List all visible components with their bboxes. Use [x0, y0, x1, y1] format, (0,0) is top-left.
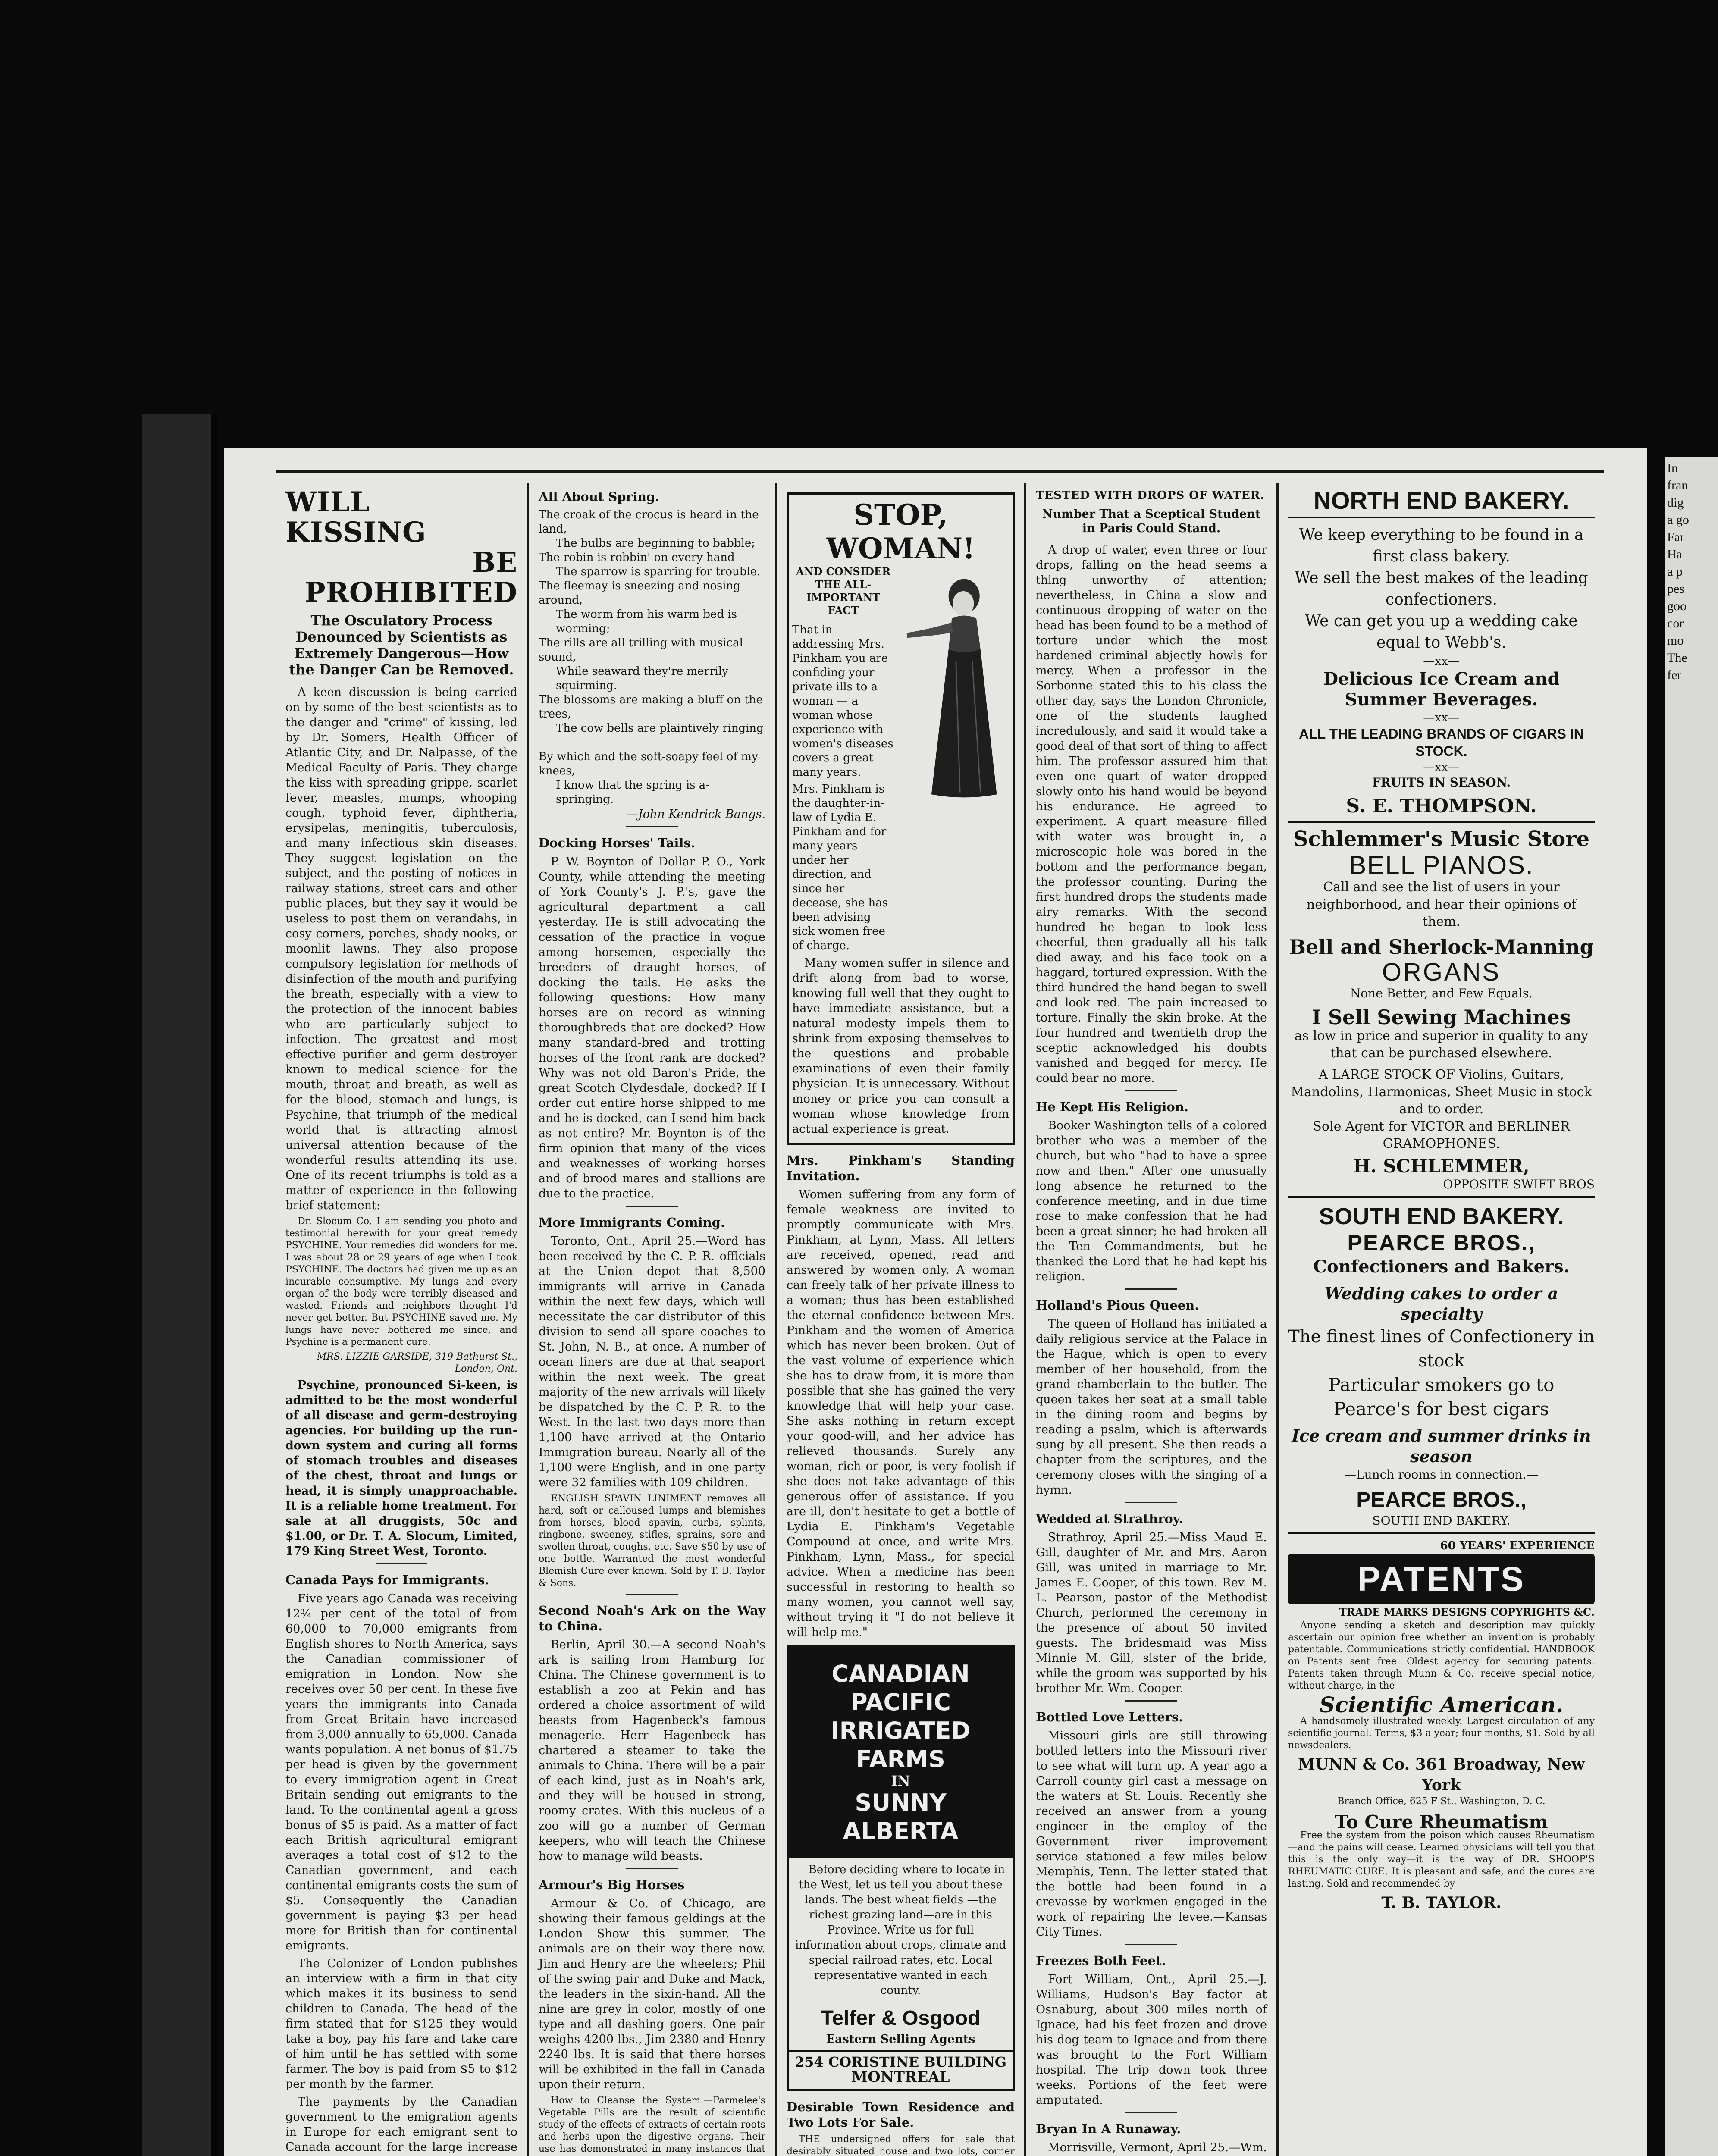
poem-line: The blossoms are making a bluff on the trees, — [539, 693, 763, 721]
top-rule — [276, 470, 1604, 473]
pinkham-p1: That in addressing Mrs. Pinkham you are confiding your private ills to a woman — a woman whose experience with women's diseases covers a great many years. — [792, 624, 893, 779]
divider-xx: —xx— — [1423, 761, 1460, 774]
article-invitation: Women suffering from any form of female weakness are invited to promptly communicate with Mrs. Pinkham, at Lynn, Mass. All letters are received, opened, read and answered by women only. A woman can freely talk of her private illness to a woman; thus has been established the eternal confidence between Mrs. Pinkham and the women of America which has never been broken. Out of the vast volume of experience which she has to draw from, it is more than possible that she has gained the very knowledge that will help your case. She asks nothing in return except your good-will, and her advice has relieved thousands. Surely any woman, rich or poor, is very foolish if she does not take advantage of this generous offer of assistance. If you are ill, don't hesitate to get a bottle of Lydia E. Pinkham's Vegetable Compound at once, and write Mrs. Pinkham, Lynn, Mass., for special advice. When a medicine has been successful in restoring to health so many women, you cannot well say, without trying it "I do not believe it will help me." — [787, 1188, 1015, 1639]
edge-fragment: fran — [1667, 478, 1688, 492]
article-kissing-p2: Psychine, pronounced Si-keen, is admitted to be the most wonderful of all disease and germ-destroying agencies. For building up the run-down system and curing all forms of stomach troubles and diseases of the chest, throat and lungs or head, it is simply unapproachable. It is a reliable home treatment. For sale at all druggists, 50c and $1.00, or Dr. T. A. Slocum, Limited, 179 King Street West, Toronto. — [285, 1379, 517, 1558]
edge-fragment: The — [1667, 651, 1687, 665]
north-end-cigars: ALL THE LEADING BRANDS OF CIGARS IN STOCK. — [1299, 726, 1584, 759]
separator — [1125, 1090, 1177, 1091]
south-end-wedding: Wedding cakes to order a specialty — [1324, 1284, 1558, 1324]
divider-xx: —xx— — [1423, 711, 1460, 724]
ad-cleanse: How to Cleanse the System.—Parmelee's Vegetable Pills are the result of scientific study of the effects of extracts of certain roots and herbs upon the digestive organs. Their use has demonstrated in many instances that — [539, 2095, 765, 2154]
south-end-smokers: Particular smokers go to Pearce's for best cigars — [1328, 1374, 1555, 1420]
headline-bottled: Bottled Love Letters. — [1036, 1710, 1183, 1724]
music-sewing-p: as low in price and superior in quality to any that can be purchased elsewhere. — [1294, 1028, 1589, 1061]
patents-title: PATENTS — [1288, 1554, 1595, 1604]
north-end-title: NORTH END BAKERY. — [1288, 487, 1595, 518]
article-immigrants: Toronto, Ont., April 25.—Word has been received by the C. P. R. officials at the Union depot that 8,500 immigrants will arrive in Canada within the next few days, which will necessitate the car distributor of this division to send all spare coaches to St. John, N. B., at once. A number of ocean liners are due at that seaport within the next week. The great majority of the new arrivals will likely be dispatched by the C. P. R. to the West. In the last two days more than 1,100 have arrived at the Ontario Immigration bureau. Nearly all of the 1,100 were English, and in one party were 32 families with 109 children. — [539, 1235, 765, 1489]
pinkham-ad — [787, 492, 1015, 1145]
headline-docking: Docking Horses' Tails. — [539, 836, 695, 850]
cpr-firm: Telfer & Osgood — [821, 2007, 981, 2030]
north-end-l2: We sell the best makes of the leading confectioners. — [1295, 569, 1588, 608]
article-noah: Berlin, April 30.—A second Noah's ark is sailing from Hamburg for China. The Chinese government is to establish a zoo at Pekin and has ordered a choice assortment of wild beasts from Hagenbeck's famous menagerie. Herr Hagenbeck has chartered a steamer to take the animals to China. There will be a pair of each kind, just as in Noah's ark, and they will be housed in strong, roomy crates. With this nucleus of a zoo will go a number of German keepers, who will teach the Chinese how to manage wild beasts. — [539, 1638, 765, 1863]
poem-line: The rills are all trilling with musical sound, — [539, 636, 743, 664]
patents-sci-body: A handsomely illustrated weekly. Largest circulation of any scientific journal. Terms, $3 a year; four months, $1. Sold by all newsdealers. — [1288, 1716, 1595, 1751]
deck-drops: Number That a Sceptical Student in Paris Could Stand. — [1042, 508, 1261, 535]
separator — [1125, 1944, 1177, 1945]
column-5-ads — [1276, 483, 1604, 2156]
article-wedded: Strathroy, April 25.—Miss Maud E. Gill, daughter of Mr. and Mrs. Aaron Gill, was united in marriage to Mr. James E. Cooper, of this town. Rev. M. L. Pearson, pastor of the Methodist Church, performed the ceremony in the presence of about 50 invited guests. The bridesmaid was Miss Minnie M. Gill, sister of the bride, while the groom was supported by his brother Mr. Wm. Cooper. — [1036, 1531, 1267, 1695]
poem-line: The bulbs are beginning to babble; — [556, 537, 755, 550]
patents-munn: MUNN & Co. 361 Broadway, New York — [1298, 1755, 1585, 1794]
cpr-address: 254 CORISTINE BUILDING — [789, 2050, 1013, 2070]
music-opposite: OPPOSITE SWIFT BROS — [1288, 1177, 1595, 1198]
article-docking: P. W. Boynton of Dollar P. O., York County, while attending the meeting of York County's J. P.'s, gave the agricultural department a call yesterday. He is still advocating the cessation of the practice in vogue among horsemen, especially the breeders of draught horses, of docking the tails. He asks the following questions: How many horses are on record as winning thoroughbreds that are docked? How many standard-bred and trotting horses of the front rank are docked? Why was not old Baron's Pride, the great Scotch Clydesdale, docked? If I order cut entire horse shipped to me and he is docked, can I send him back as not entire? Mr. Boynton is of the firm opinion that many of the vices and weaknesses of working horses and of brood mares and stallions are due to the practice. — [539, 855, 765, 1200]
north-end-l1: We keep everything to be found in a first class bakery. — [1299, 526, 1584, 565]
headline-noah: Second Noah's Ark on the Way to China. — [539, 1603, 765, 1633]
poem-line: The cow bells are plaintively ringing— — [556, 722, 764, 749]
article-bryan: Morrisville, Vermont, April 25.—Wm. — [1048, 2141, 1267, 2154]
music-stock: A LARGE STOCK OF Violins, Guitars, Mandolins, Harmonicas, Sheet Music in stock and to order. — [1291, 1067, 1592, 1117]
separator — [1125, 1502, 1177, 1503]
edge-fragment: cor — [1667, 616, 1684, 630]
article-kissing-p1: A keen discussion is being carried on by some of the best scientists as to the danger and "crime" of kissing, led by Dr. Somers, Health Officer of Atlantic City, and Dr. Nalpasse, of the Medical Faculty of Paris. They charge the kiss with spreading grippe, scarlet fever, measles, mumps, whooping cough, typhoid fever, diphtheria, erysipelas, meningitis, tuberculosis, and many infectious skin diseases. They suggest legislation on the subject, and the posting of notices in railway stations, street cars and other public places, but they say it would be useless to post them on verandahs, in cosy corners, porches, shady nooks, or moonlit lawns. They also propose compulsory legislation for methods of disinfection of the mouth and purifying the breath, especially with a view to the protection of the innocent babies who are particularly subject to infection. The greatest and most effective purifier and germ destroyer known to medical science for the mouth, throat and breath, as well as for the blood, stomach and lungs, is Psychine, that triumph of the medical world that is attracting almost universal attention because of the wonderful results attending its use. One of its recent triumphs is told as a matter of experience in the following brief statement: — [285, 686, 517, 1212]
patents-branch: Branch Office, 625 F St., Washington, D. C. — [1337, 1796, 1546, 1807]
music-organs: ORGANS — [1382, 958, 1501, 986]
edge-fragment: Ha — [1667, 547, 1682, 561]
woman-illustration — [899, 565, 1009, 807]
north-end-owner: S. E. THOMPSON. — [1288, 796, 1595, 823]
pinkham-p3: Many women suffer in silence and drift along from bad to worse, knowing full well that they ought to have immediate assistance, but a natural modesty impels them to shrink from exposing themselves to the questions and probable examinations of even their family physician. It is unnecessary. Without money or price you can consult a woman whose knowledge from actual experience is great. — [792, 956, 1009, 1136]
article-drops: A drop of water, even three or four drops, falling on the head seems a thing unworthy of attention; nevertheless, in China a slow and continuous dropping of water on the head has been found to be a method of torture under which the most hardened criminal abjectly howls for mercy. When a professor in the Sorbonne stated this to his class the other day, says the London Chronicle, one of the students laughed incredulously, and said it would take a good deal of that sort of thing to affect him. The professor assured him that even one quart of water dropped slowly onto his hand would be beyond his endurance. He agreed to experiment. A quart measure filled with water was brought in, a microscopic hole was bored in the bottom and the performance began, the professor counting. During the first hundred drops the students made airy remarks. With the second hundred he began to look less cheerful, then gradually all his talk died away, and his face took on a haggard, tortured expression. With the third hundred the hand began to swell and look red. The pain increased to torture. Finally the skin broke. At the four hundred and twentieth drop the sceptic acknowledged his doubts vanished and begged for mercy. He could bear no more. — [1036, 543, 1267, 1085]
south-end-lunch: —Lunch rooms in connection.— — [1344, 1467, 1539, 1482]
poem-line: The sparrow is sparring for trouble. — [556, 565, 761, 578]
headline-invitation: Mrs. Pinkham's Standing Invitation. — [787, 1153, 1015, 1183]
patents-body: Anyone sending a sketch and description may quickly ascertain our opinion free whether an invention is probably patentable. Communications strictly confidential. HANDBOOK on Patents sent free. Oldest agency for securing patents. Patents taken through Munn & Co. receive special notice, without charge, in the — [1288, 1620, 1595, 1691]
article-freezes: Fort William, Ont., April 25.—J. Williams, Hudson's Bay factor at Osnaburg, about 300 miles north of Ignace, had his feet frozen and drove his dog team to Ignace and from there was brought to the Fort William hospital. The trip down took three weeks. Portions of the feet were amputated. — [1036, 1973, 1267, 2107]
edge-fragment: mo — [1667, 633, 1684, 648]
patents-scientific: Scientific American. — [1319, 1692, 1564, 1717]
separator — [626, 1206, 678, 1207]
cure-seller: T. B. TAYLOR. — [1381, 1894, 1502, 1912]
poem-line: The croak of the crocus is heard in the land, — [539, 508, 759, 536]
cure-body: Free the system from the poison which causes Rheumatism—and the pains will cease. Learned physicians will tell you that this is the only way—it is the way of DR. SHOOP'S RHEUMATIC CURE. It is pleasant and safe, and the cures are lasting. Sold and recommended by — [1288, 1830, 1595, 1889]
testimonial-signature: MRS. LIZZIE GARSIDE, 319 Bathurst St., London, Ont. — [317, 1351, 517, 1374]
south-end-foot: SOUTH END BAKERY. — [1288, 1513, 1595, 1534]
music-owner: H. SCHLEMMER, — [1353, 1156, 1530, 1177]
patents-years: 60 YEARS' EXPERIENCE — [1440, 1539, 1595, 1552]
north-end-fruits: FRUITS IN SEASON. — [1372, 775, 1511, 790]
music-bell-pianos: BELL PIANOS. — [1349, 851, 1534, 880]
cpr-body: Before deciding where to locate in the West, let us tell you about these lands. The best wheat fields —the richest grazing land—are in this Province. Write us for full information about crops, climate and special railroad rates, etc. Local representative wanted in each county. — [795, 1863, 1006, 1997]
south-end-owner: PEARCE BROS., — [1347, 1231, 1536, 1256]
edge-fragment: goo — [1667, 599, 1687, 613]
separator — [626, 826, 678, 827]
testimonial-letter: Dr. Slocum Co. I am sending you photo and testimonial herewith for your great remedy PSYCHINE. Your remedies did wonders for me. I was about 28 or 29 years of age when I took PSYCHINE. The doctors had given me up as an incurable consumptive. My lungs and every organ of the body were terribly diseased and wasted. Friends and neighbors thought I'd never get better. But PSYCHINE saved me. My lungs have never bothered me since, and Psychine is a permanent cure. — [285, 1216, 517, 1348]
headline-queen: Holland's Pious Queen. — [1036, 1298, 1199, 1313]
article-canada-p3: The payments by the Canadian government to the emigration agents in Europe for each emigrant sent to Canada account for the large increase — [285, 2095, 517, 2154]
cpr-line-3: IN — [891, 1773, 910, 1789]
divider-xx: —xx— — [1423, 655, 1460, 668]
article-religion: Booker Washington tells of a colored brother who was a member of the church, but who "had to have a spree now and then." After one unusually long absence he returned to the conference meeting, and in due time rose to make confession that he had been a great sinner; he had broken all the Ten Commandments, but he thanked the Lord that he had kept his religion. — [1036, 1119, 1267, 1283]
poem-line: The robin is robbin' on every hand — [539, 551, 735, 564]
north-end-ice: Delicious Ice Cream and Summer Beverages. — [1323, 669, 1560, 710]
deck-kissing: The Osculatory Process Denounced by Scientists as Extremely Dangerous—How the Danger Can be Removed. — [289, 612, 514, 678]
column-layout — [276, 483, 1604, 2156]
edge-fragment: a p — [1667, 564, 1683, 579]
headline-desirable: Desirable Town Residence and Two Lots For Sale. — [787, 2100, 1015, 2130]
headline-armour: Armour's Big Horses — [539, 1877, 685, 1892]
adjacent-page-edge-left — [142, 414, 218, 2156]
edge-fragment: pes — [1667, 582, 1684, 596]
headline-kissing-1: WILL KISSING — [285, 486, 426, 548]
music-agent: Sole Agent for VICTOR and BERLINER GRAMOPHONES. — [1313, 1119, 1570, 1151]
south-end-title: SOUTH END BAKERY. — [1319, 1203, 1564, 1229]
headline-religion: He Kept His Religion. — [1036, 1100, 1188, 1114]
music-store-title: Schlemmer's Music Store — [1293, 827, 1590, 851]
separator — [1125, 1288, 1177, 1290]
north-end-l3: We can get you up a wedding cake equal to Webb's. — [1305, 612, 1578, 652]
poem-line: The fleemay is sneezing and nosing around, — [539, 580, 741, 607]
article-canada-p2: The Colonizer of London publishes an interview with a firm in that city which makes it its business to send children to Canada. The head of the firm stated that for $125 they would take a boy, pay his fare and take care of him until he has settled with some farmer. The boy is paid from $5 to $12 per month by the farmer. — [285, 1957, 517, 2091]
edge-fragment: Far — [1667, 530, 1684, 544]
south-end-ice: Ice cream and summer drinks in season — [1292, 1426, 1591, 1466]
separator — [1125, 1700, 1177, 1702]
pinkham-title: STOP, WOMAN! — [826, 498, 975, 565]
adjacent-page-edge-right — [1665, 457, 1718, 2156]
music-bell-sherlock: Bell and Sherlock-Manning — [1289, 935, 1594, 959]
cpr-line-4: SUNNY ALBERTA — [843, 1789, 959, 1845]
headline-immigrants: More Immigrants Coming. — [539, 1215, 725, 1230]
headline-freezes: Freezes Both Feet. — [1036, 1953, 1166, 1968]
poem-attribution: —John Kendrick Bangs. — [626, 808, 765, 821]
south-end-sub: Confectioners and Bakers. — [1313, 1257, 1570, 1277]
edge-fragment: dig — [1667, 495, 1684, 510]
separator — [1125, 2112, 1177, 2113]
edge-fragments — [1665, 457, 1718, 686]
music-call: Call and see the list of users in your neighborhood, and hear their opinions of them. — [1306, 880, 1577, 929]
music-none-better: None Better, and Few Equals. — [1350, 986, 1533, 1000]
separator — [626, 1868, 678, 1869]
patents-marks: TRADE MARKS DESIGNS COPYRIGHTS &C. — [1339, 1606, 1595, 1618]
article-canada-p1: Five years ago Canada was receiving 12¾ per cent of the total of from 60,000 to 70,000 emigrants from English shores to North America, says the Canadian commissioner of emigration in London. Now she receives over 50 per cent. In these five years the immigrants into Canada from Great Britain have increased from 3,000 annually to 65,000. Canada wants population. A net bonus of $1.75 per head is given by the government to every immigration agent in Great Britain sending out emigrants to the land. To the continental agent a gross bonus of $5 is paid. As a matter of fact each British agricultural emigrant averages a total cost of $12 to the Canadian government, and each continental emigrants costs the sum of $5. Consequently the Canadian government is paying $3 per head more for British than for continental emigrants. — [285, 1592, 517, 1952]
column-4 — [1024, 483, 1276, 2156]
cpr-ad — [787, 1645, 1015, 2091]
poem-line: I know that the spring is a-springing. — [556, 779, 710, 806]
pinkham-sub: AND CONSIDER THE ALL-IMPORTANT FACT — [796, 565, 891, 617]
cure-title: To Cure Rheumatism — [1335, 1811, 1548, 1833]
article-queen: The queen of Holland has initiated a daily religious service at the Palace in the Hague, which is open to every member of her household, from the grand chamberlain to the butler. The queen takes her seat at a small table in the dining room and begins by reading a psalm, which is afterwards sung by all present. She then reads a chapter from the scriptures, and the ceremony closes with the singing of a hymn. — [1036, 1317, 1267, 1497]
column-1 — [276, 483, 527, 2156]
ad-spavin: ENGLISH SPAVIN LINIMENT removes all hard, soft or calloused lumps and blemishes from horses, blood spavin, curbs, splints, ringbone, sweeney, stifles, sprains, sore and swollen throat, coughs, etc. Save $50 by use of one bottle. Warranted the most wonderful Blemish Cure ever known. Sold by T. B. Taylor & Sons. — [539, 1493, 765, 1589]
poem-spring — [539, 508, 765, 807]
headline-bryan: Bryan In A Runaway. — [1036, 2122, 1181, 2136]
headline-kissing-2: BE PROHIBITED — [304, 546, 517, 609]
article-bottled: Missouri girls are still throwing bottled letters into the Missouri river to see what will turn up. A year ago a Carroll county girl cast a message on the waters at St. Louis. Recently she received an answer from a young engineer in the employ of the Government river improvement service stationed a few miles below Memphis, Tenn. The letter stated that the bottle had been found in a crevasse by workmen engaged in the work of repairing the levee.—Kansas City Times. — [1036, 1729, 1267, 1939]
south-end-owner-2: PEARCE BROS., — [1356, 1488, 1527, 1512]
edge-fragment: fer — [1667, 668, 1682, 682]
headline-spring: All About Spring. — [539, 489, 660, 504]
edge-fragment: a go — [1667, 513, 1689, 527]
headline-canada-pays: Canada Pays for Immigrants. — [285, 1573, 489, 1587]
headline-drops: TESTED WITH DROPS OF WATER. — [1036, 489, 1265, 502]
poem-line: By which and the soft-soapy feel of my knees, — [539, 750, 758, 777]
cpr-line-2: IRRIGATED FARMS — [831, 1717, 971, 1773]
pinkham-body — [792, 565, 1009, 956]
pinkham-p2: Mrs. Pinkham is the daughter-in-law of Lydia E. Pinkham and for many years under her direction, and since her decease, she has been advising sick women free of charge. — [792, 783, 888, 952]
pinkham-left — [792, 565, 894, 956]
poem-line: The worm from his warm bed is worming; — [556, 608, 737, 635]
newspaper-page — [224, 448, 1647, 2156]
article-armour: Armour & Co. of Chicago, are showing their famous geldings at the London Show this summer. The animals are on their way there now. Jim and Henry are the wheelers; Phil of the swing pair and Duke and Mack, the leaders in the sixin-hand. All the nine are grey in color, mostly of one type and all dashing goers. One pair weighs 4200 lbs., Jim 2380 and Henry 2240 lbs. It is said that there horses will be exhibited in the fall in Canada upon their return. — [539, 1897, 765, 2091]
separator — [376, 1563, 427, 1564]
cpr-banner — [789, 1647, 1013, 1858]
music-sewing: I Sell Sewing Machines — [1312, 1006, 1571, 1029]
headline-wedded: Wedded at Strathroy. — [1036, 1511, 1183, 1526]
column-2 — [527, 483, 775, 2156]
cpr-firm-sub: Eastern Selling Agents — [826, 2033, 975, 2046]
separator — [626, 1594, 678, 1595]
ad-desirable: THE undersigned offers for sale that desirably situated house and two lots, corner — [787, 2134, 1015, 2156]
cpr-line-1: CANADIAN PACIFIC — [831, 1660, 970, 1716]
edge-fragment: In — [1667, 461, 1678, 475]
poem-line: While seaward they're merrily squirming. — [556, 665, 728, 692]
south-end-line: The finest lines of Confectionery in stock — [1288, 1327, 1595, 1371]
cpr-city: MONTREAL — [851, 2068, 950, 2086]
column-3 — [775, 483, 1024, 2156]
